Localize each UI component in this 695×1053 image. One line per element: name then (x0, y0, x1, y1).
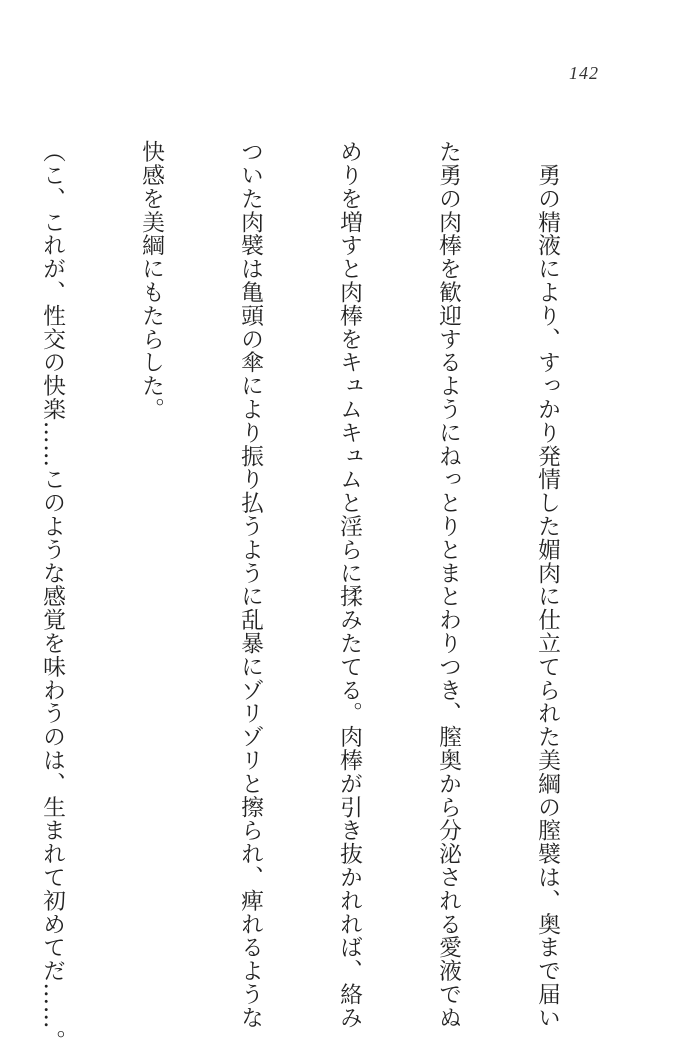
text-line: 勇の精液により、すっかり発情した媚肉に仕立てられた美綱の膣襞は、奥まで届い (534, 140, 560, 1030)
text-line: た勇の肉棒を歓迎するようにねっとりとまとわりつき、膣奥から分泌される愛液でぬ (435, 140, 461, 1030)
vertical-text-body (39, 140, 629, 1053)
text-line: （こ、これが、性交の快楽……このような感覚を味わうのは、生まれて初めてだ……。 (39, 140, 65, 1053)
page-number: 142 (569, 63, 599, 83)
text-line: めりを増すと肉棒をキュムキュムと淫らに揉みたてる。肉棒が引き抜かれれば、絡み (336, 140, 362, 1030)
text-line: 快感を美綱にもたらした。 (138, 140, 164, 421)
text-line: ついた肉襞は亀頭の傘により振り払うように乱暴にゾリゾリと擦られ、痺れるような (237, 140, 263, 1030)
